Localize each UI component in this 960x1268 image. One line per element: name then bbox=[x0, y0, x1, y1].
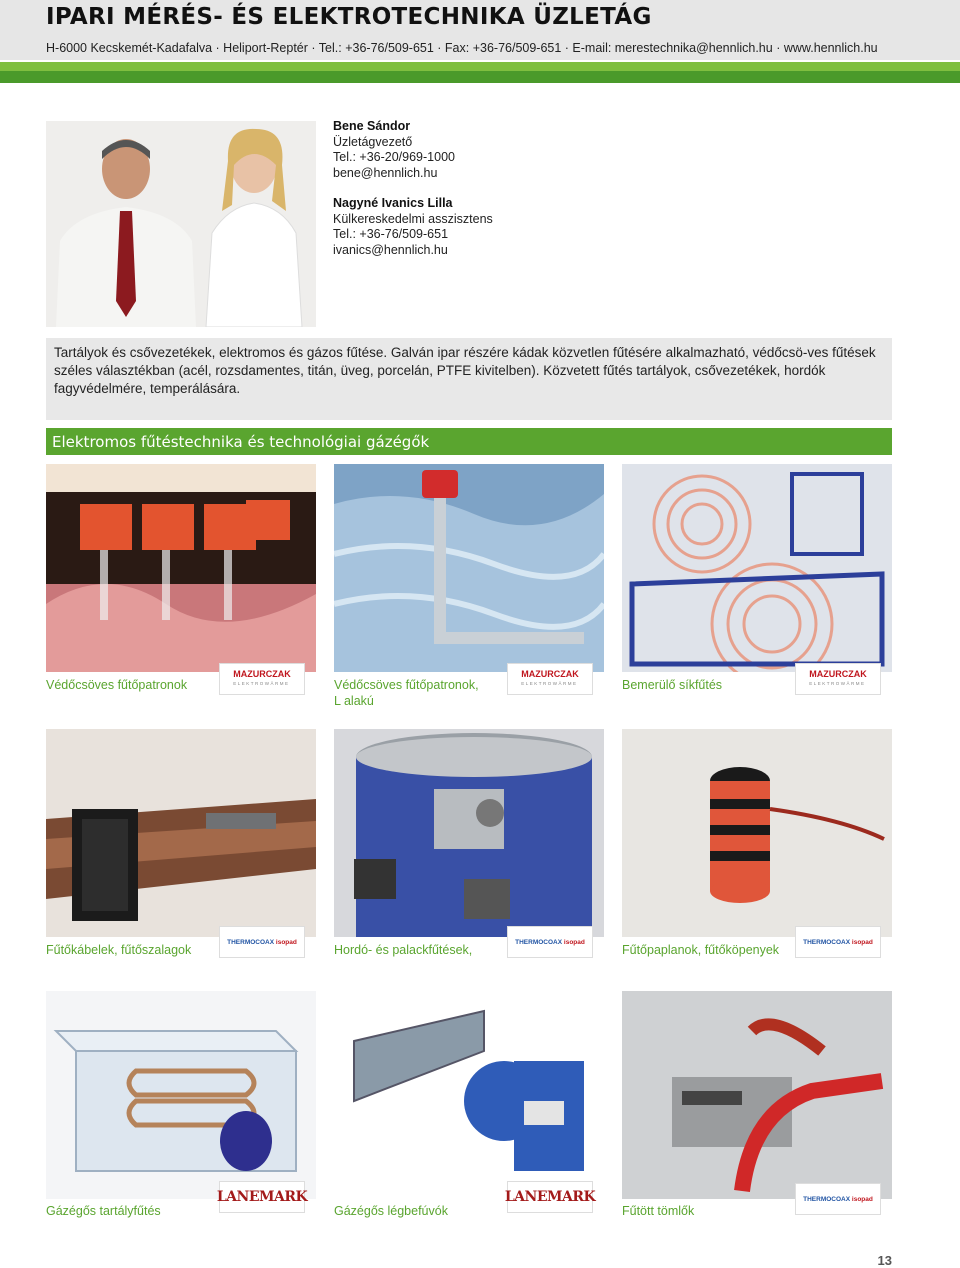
product-label: Fűtőpaplanok, fűtőköpenyek bbox=[622, 943, 780, 957]
staff-photo bbox=[46, 121, 316, 327]
header-divider-dark bbox=[0, 71, 960, 83]
brand-logo-mazurczak bbox=[507, 663, 593, 695]
contact-name: Bene Sándor bbox=[333, 119, 411, 133]
product-image-tank-burner bbox=[46, 991, 316, 1199]
brand-logo-mazurczak bbox=[219, 663, 305, 695]
contact-phone: Tel.: +36-20/969-1000 bbox=[333, 150, 455, 164]
contact-ivanics bbox=[333, 196, 493, 258]
brand-logo-mazurczak bbox=[795, 663, 881, 695]
section-title: Elektromos fűtéstechnika és technológiai gázégők bbox=[52, 433, 430, 451]
brand-logo-thermocoax bbox=[795, 1183, 881, 1215]
contact-name: Nagyné Ivanics Lilla bbox=[333, 196, 453, 210]
brand-logo-thermocoax bbox=[795, 926, 881, 958]
brand-name: THERMOCOAX isopad bbox=[227, 938, 297, 946]
product-label: Hordó- és palackfűtések, bbox=[334, 943, 473, 957]
contact-phone: Tel.: +36-76/509-651 bbox=[333, 227, 449, 241]
product-label: Fűtött tömlők bbox=[622, 1204, 695, 1218]
company-title: IPARI MÉRÉS- ÉS ELEKTROTECHNIKA ÜZLETÁG bbox=[46, 4, 652, 30]
brand-name: MAZURCZAK ELEKTROWÄRME bbox=[521, 669, 579, 686]
company-contact: H-6000 Kecskemét-Kadafalva · Heliport-Reptér · Tel.: +36-76/509-651 · Fax: +36-76/509-651 · E-mail: merestechnika@hennlich.hu · www.hennlich.hu bbox=[46, 41, 878, 55]
product-image-heating-cables bbox=[46, 729, 316, 937]
section-header bbox=[46, 428, 892, 455]
product-image-heating-jackets bbox=[622, 729, 892, 937]
contact-role: Üzletágvezető bbox=[333, 134, 413, 149]
brand-name: THERMOCOAX isopad bbox=[803, 1195, 873, 1203]
product-label: Védőcsöves fűtőpatronok bbox=[46, 678, 188, 692]
brand-name: THERMOCOAX isopad bbox=[515, 938, 585, 946]
brand-name: LANEMARK bbox=[504, 1189, 596, 1205]
product-image-heating-cartridges bbox=[46, 464, 316, 672]
description-text bbox=[54, 344, 882, 398]
description-box bbox=[46, 338, 892, 420]
brand-logo-thermocoax bbox=[507, 926, 593, 958]
product-image-l-shaped-cartridge bbox=[334, 464, 604, 672]
brand-logo-thermocoax bbox=[219, 926, 305, 958]
description-lead: Tartályok és csővezetékek, elektromos és gázos fűtése. bbox=[54, 345, 388, 360]
page-header bbox=[0, 0, 960, 60]
product-image-heated-hose bbox=[622, 991, 892, 1199]
brand-name: MAZURCZAK ELEKTROWÄRME bbox=[809, 669, 867, 686]
product-label: Gázégős légbefúvók bbox=[334, 1204, 448, 1218]
brand-logo-lanemark bbox=[504, 1181, 596, 1213]
brand-name: THERMOCOAX isopad bbox=[803, 938, 873, 946]
product-image-drum-heater bbox=[334, 729, 604, 937]
contact-email[interactable]: bene@hennlich.hu bbox=[333, 165, 438, 180]
brand-logo-lanemark bbox=[216, 1181, 308, 1213]
product-label: Bemerülő síkfűtés bbox=[622, 678, 723, 692]
contact-role: Külkereskedelmi asszisztens bbox=[333, 211, 493, 226]
product-label: Védőcsöves fűtőpatronok, L alakú bbox=[334, 678, 479, 708]
product-label: Fűtőkábelek, fűtőszalagok bbox=[46, 943, 192, 957]
brand-name: LANEMARK bbox=[216, 1189, 308, 1205]
product-image-immersion-plate bbox=[622, 464, 892, 672]
page-number: 13 bbox=[877, 1253, 892, 1268]
brand-name: MAZURCZAK ELEKTROWÄRME bbox=[233, 669, 291, 686]
contact-bene bbox=[333, 119, 455, 181]
contact-email[interactable]: ivanics@hennlich.hu bbox=[333, 242, 448, 257]
header-divider bbox=[0, 62, 960, 71]
product-label: Gázégős tartályfűtés bbox=[46, 1204, 161, 1218]
description-body: Galván ipar részére kádak közvetlen fűtésére alkalmazható, védőcsö-ves fűtések széles választékban (acél, rozsdamentes, titán, üveg, porcelán, PTFE kivitelben). Közvetett fűtés tartályok, csővezetékek, hordók fagyvédelmére, temperálására. bbox=[54, 345, 876, 396]
product-image-air-heater bbox=[334, 991, 604, 1199]
